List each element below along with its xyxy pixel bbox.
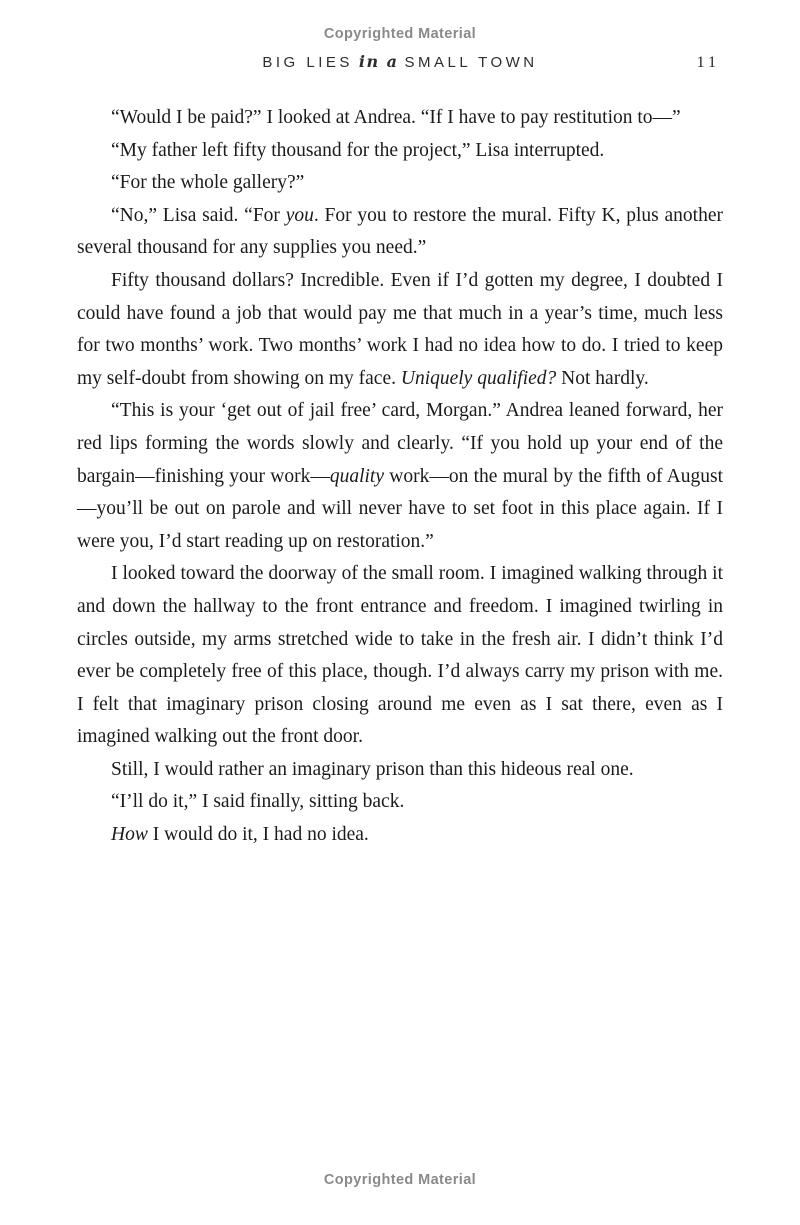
text-run: I looked toward the doorway of the small room. I imagined walking through it and down the hallway to the front entrance and freedom. I imagined twirling in circles outside, my arms stretched wide to take in the fresh air. I didn’t think I’d ever be completely free of this place, though. I’d always carry my prison with me. I felt that imaginary prison closing around me even as I sat there, even as I imagined walking out the front door. [77, 563, 723, 748]
running-head-title-script: in a [358, 52, 399, 71]
running-head-title-left: BIG LIES [262, 54, 353, 71]
paragraph [77, 754, 723, 787]
running-head-title-right: SMALL TOWN [404, 54, 538, 71]
page-number: 11 [696, 54, 720, 71]
text-run: “This is your ‘get out of jail free’ card, Morgan.” Andrea leaned forward, her red lips forming the words slowly and clearly. “If you hold up your end of the bargain—finishing your work— [77, 400, 723, 487]
text-run: . For you to restore the mural. Fifty K, plus another several thousand for any supplies you need.” [77, 204, 723, 259]
italic-text: How [111, 824, 148, 846]
text-run: “I’ll do it,” I said finally, sitting back. [111, 791, 405, 813]
text-run: Still, I would rather an imaginary prison than this hideous real one. [111, 758, 634, 780]
running-head [0, 52, 800, 72]
paragraph [77, 558, 723, 754]
paragraph [77, 135, 723, 168]
paragraph [77, 786, 723, 819]
italic-text: quality [329, 465, 384, 487]
text-run: work—on the mural by the fifth of August—you’ll be out on parole and will never have to set foot in this place again. If I were you, I’d start reading up on restoration.” [77, 465, 723, 552]
paragraph [77, 819, 723, 852]
paragraph [77, 200, 723, 265]
body-text [77, 102, 723, 852]
text-run: “For the whole gallery?” [111, 172, 305, 194]
text-run: Fifty thousand dollars? Incredible. Even if I’d gotten my degree, I doubted I could have found a job that would pay me that much in a year’s time, much less for two months’ work. Two months’ work I had no idea how to do. I tried to keep my self-doubt from showing on my face. [77, 269, 723, 389]
text-run: I would do it, I had no idea. [147, 824, 369, 846]
text-run: “No,” Lisa said. “For [111, 204, 286, 226]
paragraph [77, 102, 723, 135]
text-run: “My father left fifty thousand for the project,” Lisa interrupted. [111, 139, 605, 161]
paragraph [77, 167, 723, 200]
italic-text: Uniquely qualified? [400, 367, 557, 389]
copyright-notice-top: Copyrighted Material [323, 26, 477, 42]
text-run: “Would I be paid?” I looked at Andrea. “If I have to pay restitution to—” [111, 107, 681, 128]
text-run: Not hardly. [556, 367, 649, 389]
paragraph [77, 265, 723, 395]
copyright-notice-bottom: Copyrighted Material [323, 1172, 477, 1188]
italic-text: you [285, 204, 314, 226]
paragraph [77, 395, 723, 558]
